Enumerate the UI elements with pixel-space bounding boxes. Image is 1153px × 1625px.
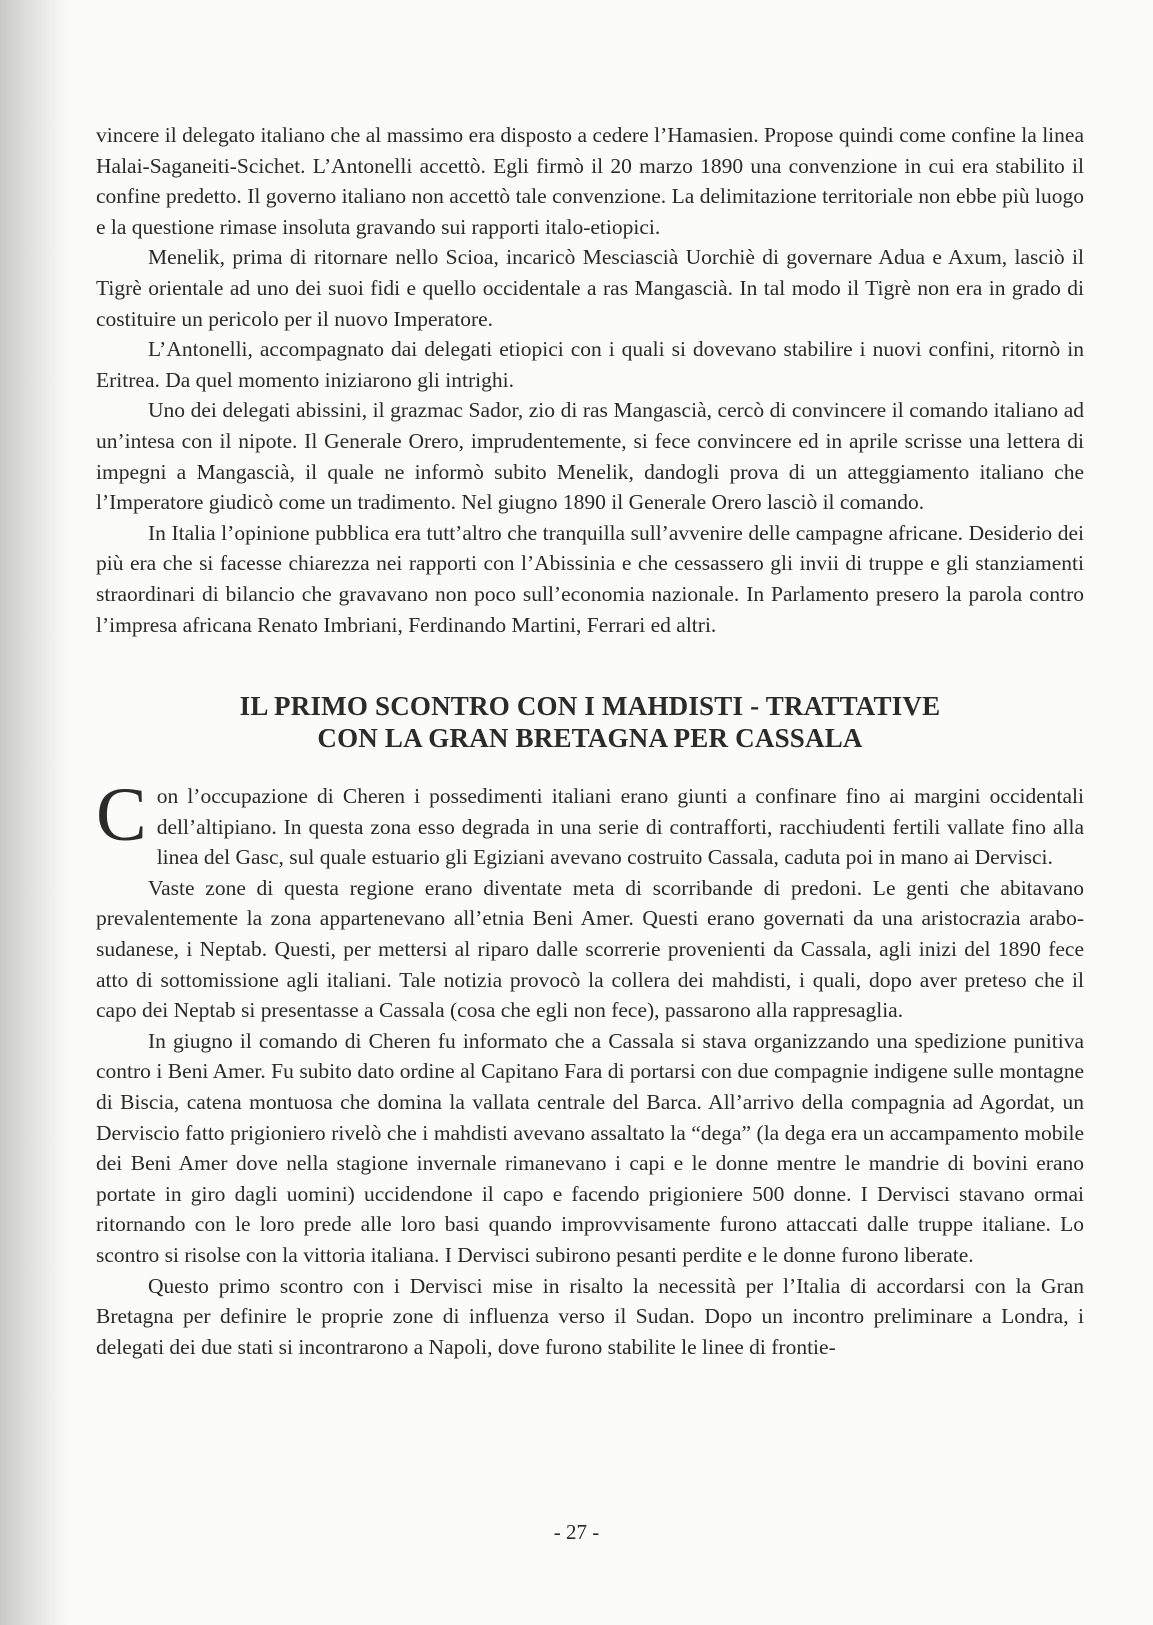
- section-heading-line-1: IL PRIMO SCONTRO CON I MAHDISTI - TRATTATIVE: [239, 691, 941, 722]
- page-body: [96, 120, 1084, 1362]
- paragraph-menelik: Menelik, prima di ritornare nello Scioa, incaricò Mesciascià Uorchiè di governare Adua e Axum, lasciò il Tigrè orientale ad uno dei suoi fidi e quello occidentale a ras Mangascià. In tal modo il Tigrè non era in grado di costituire un pericolo per il nuovo Imperatore.: [96, 245, 1084, 331]
- paragraph-continuation: vincere il delegato italiano che al massimo era disposto a cedere l’Hamasien. Propose quindi come confine la linea Halai-Saganeiti-Scichet. L’Antonelli accettò. Egli firmò il 20 marzo 1890 una convenzione in cui era stabilito il confine predetto. Il governo italiano non accettò tale convenzione. La delimitazione territoriale non ebbe più luogo e la questione rimase insoluta gravando sui rapporti italo-etiopici.: [96, 123, 1084, 239]
- section-heading: [96, 690, 1084, 754]
- binding-shadow: [0, 0, 70, 1625]
- paragraph-sador: Uno dei delegati abissini, il grazmac Sador, zio di ras Mangascià, cercò di convincere il comando italiano ad un’intesa con il nipote. Il Generale Orero, imprudentemente, si fece convincere ed in aprile scrisse una lettera di impegni a Mangascià, il quale ne informò subito Menelik, dandogli prova di un atteggiamento italiano che l’Imperatore giudicò come un tradimento. Nel giugno 1890 il Generale Orero lasciò il comando.: [96, 398, 1084, 515]
- paragraph-vaste-zone: Vaste zone di questa regione erano diventate meta di scorribande di predoni. Le genti che abitavano prevalentemente la zona appartenevano all’etnia Beni Amer. Questi erano governati da una aristocrazia arabo-sudanese, i Neptab. Questi, per mettersi al riparo dalle scorrerie provenienti da Cassala, agli inizi del 1890 fece atto di sottomissione agli italiani. Tale notizia provocò la collera dei mahdisti, i quali, dopo aver preteso che il capo dei Neptab si presentasse a Cassala (cosa che egli non fece), passarono alla rappresaglia.: [96, 875, 1084, 1023]
- paragraph-cheren-text: on l’occupazione di Cheren i possedimenti italiani erano giunti a confinare fino ai margini occidentali dell’altipiano. In questa zona esso degrada in una serie di contrafforti, racchiudenti fertili vallate fino alla linea del Gasc, sul quale estuario gli Egiziani avevano costruito Cassala, caduta poi in mano ai Dervisci.: [156, 784, 1084, 870]
- paragraph-giugno: In giugno il comando di Cheren fu informato che a Cassala si stava organizzando una spedizione punitiva contro i Beni Amer. Fu subito dato ordine al Capitano Fara di portarsi con due compagnie indigene sulle montagne di Biscia, catena montuosa che domina la vallata centrale del Barca. All’arrivo della compagnia ad Agordat, un Derviscio fatto prigioniero rivelò che i mahdisti avevano assaltato la “dega” (la dega era un accampamento mobile dei Beni Amer dove nella stagione invernale rimanevano i capi e le donne mentre le mandrie di bovini erano portate in giro dagli uomini) uccidendone il capo e facendo prigioniere 500 donne. I Dervisci stavano ormai ritornando con le loro prede alle loro basi quando improvvisamente furono attaccati dalle truppe italiane. Lo scontro si risolse con la vittoria italiana. I Dervisci subirono pesanti perdite e le donne furono liberate.: [96, 1028, 1084, 1267]
- paragraph-antonelli: L’Antonelli, accompagnato dai delegati etiopici con i quali si dovevano stabilire i nuovi confini, ritornò in Eritrea. Da quel momento iniziarono gli intrighi.: [96, 337, 1084, 392]
- drop-cap: C: [96, 773, 147, 858]
- paragraph-cheren: [96, 773, 1084, 873]
- page-number: - 27 -: [553, 1520, 600, 1544]
- section-heading-line-2: CON LA GRAN BRETAGNA PER CASSALA: [317, 723, 863, 754]
- paragraph-primo-scontro: Questo primo scontro con i Dervisci mise in risalto la necessità per l’Italia di accordarsi con la Gran Bretagna per definire le proprie zone di influenza verso il Sudan. Dopo un incontro preliminare a Londra, i delegati dei due stati si incontrarono a Napoli, dove furono stabilite le linee di frontie-: [96, 1273, 1084, 1359]
- paragraph-opinione: In Italia l’opinione pubblica era tutt’altro che tranquilla sull’avvenire delle campagne africane. Desiderio dei più era che si facesse chiarezza nei rapporti con l’Abissinia e che cessassero gli invii di truppe e gli stanziamenti straordinari di bilancio che gravavano non poco sull’economia nazionale. In Parlamento presero la parola contro l’impresa africana Renato Imbriani, Ferdinando Martini, Ferrari ed altri.: [96, 520, 1084, 637]
